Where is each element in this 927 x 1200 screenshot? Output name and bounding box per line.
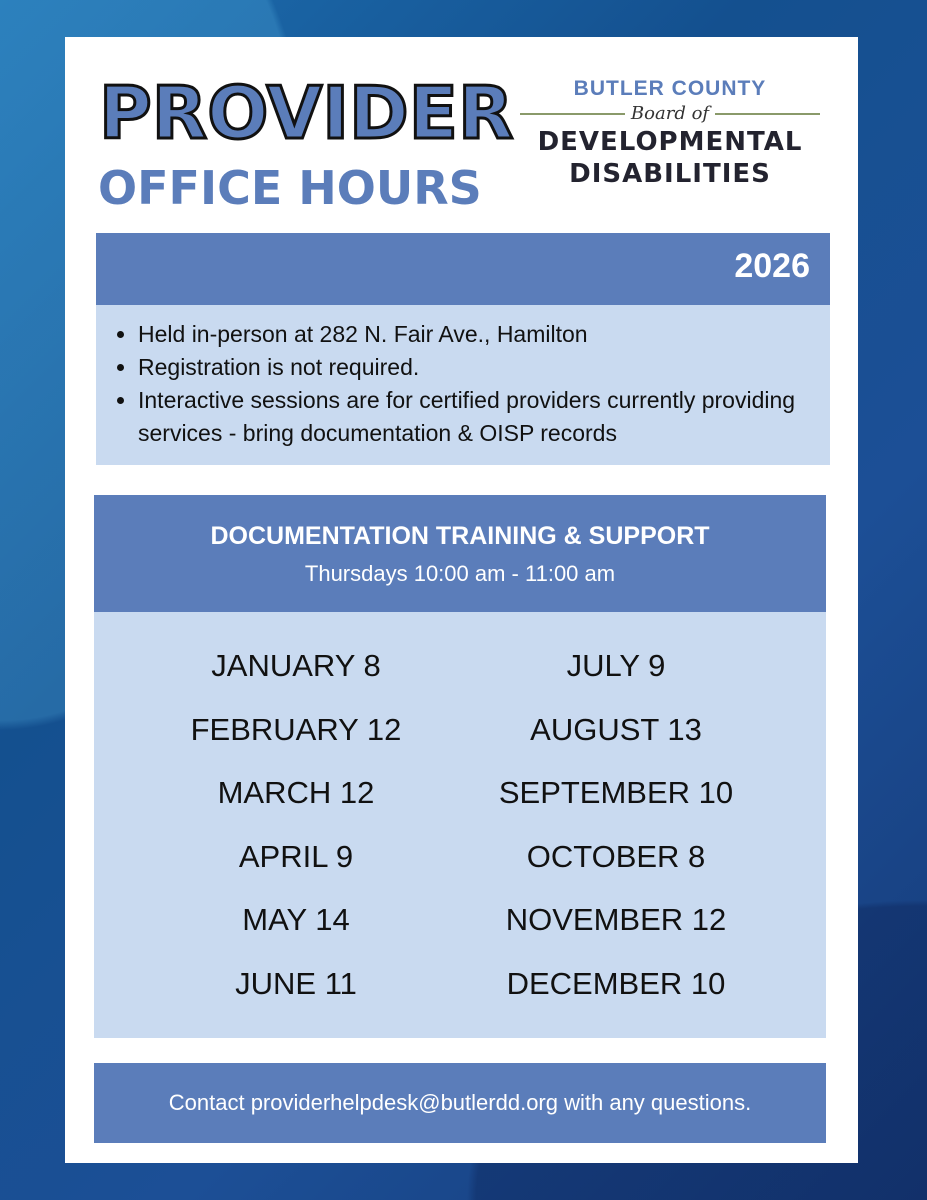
dates-box [94, 612, 826, 1038]
training-schedule: Thursdays 10:00 am - 11:00 am [304, 561, 616, 586]
info-item: • Held in-person at 282 N. Fair Ave., Hamilton [138, 318, 810, 351]
date-item: SEPTEMBER 10 [498, 775, 734, 810]
info-item: • Registration is not required. [138, 351, 810, 384]
date-item: MAY 14 [242, 902, 350, 937]
flyer-card [65, 37, 858, 1163]
year: 2026 [734, 247, 810, 285]
date-item: APRIL 9 [238, 838, 354, 874]
training-header [94, 495, 826, 612]
dates-column-left [146, 648, 446, 1029]
title-office-hours: OFFICE HOURS [98, 161, 482, 215]
date-item: NOVEMBER 12 [505, 902, 727, 937]
year-banner [96, 233, 830, 305]
date-item: DECEMBER 10 [506, 965, 726, 1001]
date-item: OCTOBER 8 [526, 838, 706, 874]
date-item: AUGUST 13 [530, 711, 702, 747]
organization-logo [520, 77, 820, 190]
logo-line4: DISABILITIES [569, 159, 771, 189]
date-item: MARCH 12 [217, 775, 375, 810]
title-provider: PROVIDER [99, 71, 514, 155]
date-item: JULY 9 [566, 648, 666, 683]
logo-line1: BUTLER COUNTY [573, 77, 767, 100]
logo-line2 [520, 103, 820, 124]
logo-line3: DEVELOPMENTAL [537, 127, 803, 157]
date-item: FEBRUARY 12 [190, 711, 402, 747]
contact-banner: Contact providerhelpdesk@butlerdd.org with any questions. [94, 1063, 826, 1143]
dates-column-right [466, 648, 766, 1029]
logo-board-of: Board of [630, 103, 710, 124]
training-heading: DOCUMENTATION TRAINING & SUPPORT [210, 522, 710, 550]
info-box [96, 305, 830, 465]
date-item: JANUARY 8 [211, 648, 381, 683]
info-item: • Interactive sessions are for certified providers currently providing services - bring documentation & OISP records [138, 384, 810, 450]
date-item: JUNE 11 [235, 965, 357, 1001]
